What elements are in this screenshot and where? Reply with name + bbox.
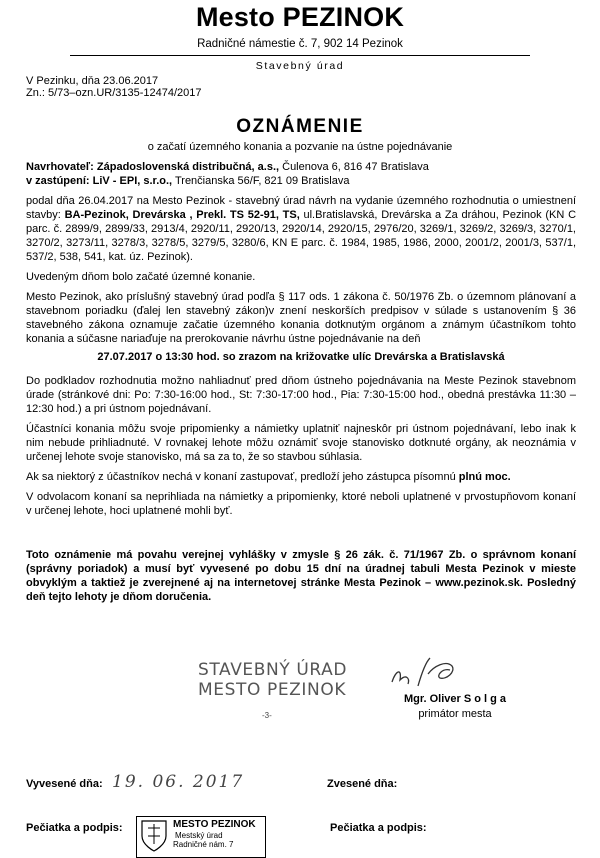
notice-subheading: o začatí územného konania a pozvanie na ústne pojednávanie: [147, 141, 453, 153]
posted-label: Vyvesené dňa:: [26, 778, 103, 790]
power-of-attorney: plnú moc.: [458, 471, 511, 483]
inspection-paragraph: Do podkladov rozhodnutia možno nahliadnuť pred dňom ústneho pojednávania na Meste Pezinok stavebnom úrade (stránkové dni: Po: 7:30-16:00 hod., St: 7:30-17:00 hod., Pia: 7:30-15:00 hod., obedná prestávka 11:30 – 12:30 hod.) a pri ústnom pojednávaní.: [26, 375, 576, 415]
signatory-title: primátor mesta: [418, 708, 492, 720]
project-name: BA-Pezinok, Drevárska , Prekl. TS 52-91, TS,: [64, 209, 300, 221]
reference-number: Zn.: 5/73–ozn.UR/3135-12474/2017: [26, 87, 202, 99]
office-stamp: [198, 660, 347, 700]
appeal-paragraph: V odvolacom konaní sa neprihliada na námietky a pripomienky, ktoré neboli uplatnené v prvostupňovom konaní v určenej lehote, hoci uplatnené mohli byť.: [26, 491, 576, 517]
stamp-line-2: MESTO PEZINOK: [198, 680, 347, 700]
mayor-signature: [388, 652, 478, 692]
document-meta: [26, 75, 202, 99]
application-text: podal dňa 26.04.2017 na Mesto Pezinok - stavebný úrad návrh na vydanie územného rozhodnutia o umiestnení stavby:: [26, 195, 576, 221]
commencement-paragraph: Uvedeným dňom bolo začaté územné konanie.: [26, 271, 256, 283]
office-name: Stavebný úrad: [255, 60, 345, 72]
notice-body: [26, 160, 576, 610]
representative-address: Trenčianska 56/F, 821 09 Bratislava: [174, 175, 350, 187]
authority-paragraph: Mesto Pezinok, ako príslušný stavebný úrad podľa § 117 ods. 1 zákona č. 50/1976 Zb. o územnom plánovaní a stavebnom poriadku (ďalej len stavebný zákon)v znení neskorších predpisov v súlade s ustanovením § 36 stavebného zákona oznamuje začatie územného konania dotknutým orgánom a známym účastníkom tohto konania a súčasne nariaďuje na prerokovanie návrhu ústne pojednávanie na deň: [26, 291, 576, 345]
footer-stamp-line-2: Mestský úrad: [175, 831, 223, 840]
representation-text: Ak sa niektorý z účastníkov nechá v konaní zastupovať, predloží jeho zástupca písomnú: [26, 471, 459, 483]
header-divider: [70, 55, 530, 56]
stamp-line-1: STAVEBNÝ ÚRAD: [198, 660, 348, 680]
removed-label: Zvesené dňa:: [327, 778, 398, 790]
footer-stamp-line-1: MESTO PEZINOK: [173, 819, 256, 830]
city-address: Radničné námestie č. 7, 902 14 Pezinok: [197, 38, 403, 50]
coat-of-arms-icon: [139, 818, 169, 854]
stamp-sign-label-right: Pečiatka a podpis:: [330, 822, 427, 834]
application-paragraph: [26, 194, 576, 264]
proponent-label: Navrhovateľ:: [26, 161, 94, 173]
representation-paragraph: [26, 470, 576, 484]
stamp-number: -3-: [262, 711, 272, 720]
representative-label: v zastúpení:: [26, 175, 90, 187]
representative-line: [26, 174, 576, 188]
date-line: V Pezinku, dňa 23.06.2017: [26, 75, 159, 87]
notice-heading: OZNÁMENIE: [236, 116, 364, 137]
stamp-sign-label-left: Pečiatka a podpis:: [26, 822, 123, 834]
signatory-name: Mgr. Oliver S o l g a: [403, 693, 507, 705]
proponent-line: [26, 160, 576, 174]
city-title: Mesto PEZINOK: [195, 2, 405, 32]
posted-date: 19. 06. 2017: [112, 772, 245, 792]
representative-name: LiV - EPI, s.r.o.,: [92, 175, 173, 187]
proponent-address: Čulenova 6, 816 47 Bratislava: [282, 161, 429, 173]
objections-paragraph: Účastníci konania môžu svoje pripomienky a námietky uplatniť najneskôr pri ústnom pojednávaní, lebo inak k nim nebude prihliadnuté. V rovnakej lehote môžu oznámiť svoje stanovisko dotknuté orgány, ak neoznámia v určenej lehote svoje stanovisko, má sa za to, že so stavbou súhlasia.: [26, 423, 576, 463]
project-parcels: ul.Bratislavská, Drevárska a Za dráhou, Pezinok (KN C parc. č. 2899/9, 2899/33, 2913/4, 2920/11, 2920/13, 2920/14, 2920/15, 2976/20, 3269/1, 3269/2, 3269/3, 3270/1, 3270/2, 3273/11, 3278/3, 3278/5, 3279/5, 3280/6, KN E parc. č. 1984, 1985, 1986, 2000, 2001/2, 2001/3, 537/1, 537/2, 538, 541, kat. úz. Pezinok).: [26, 209, 577, 263]
public-notice-paragraph: Toto oznámenie má povahu verejnej vyhlášky v zmysle § 26 zák. č. 71/1967 Zb. o správnom konaní (správny poriadok) a musí byť vyvesené po dobu 15 dní na úradnej tabuli Mesta Pezinok v mieste obvyklým a taktiež je zverejnené aj na internetovej stránke Mesta Pezinok – www.pezinok.sk. Posledný deň tejto lehoty je dňom doručenia.: [26, 549, 576, 603]
meeting-date: 27.07.2017 o 13:30 hod. so zrazom na križovatke ulíc Drevárska a Bratislavská: [97, 351, 505, 363]
municipal-stamp: [136, 816, 266, 858]
footer-stamp-line-3: Radničné nám. 7: [173, 840, 234, 849]
proponent-name: Západoslovenská distribučná, a.s.,: [96, 161, 280, 173]
